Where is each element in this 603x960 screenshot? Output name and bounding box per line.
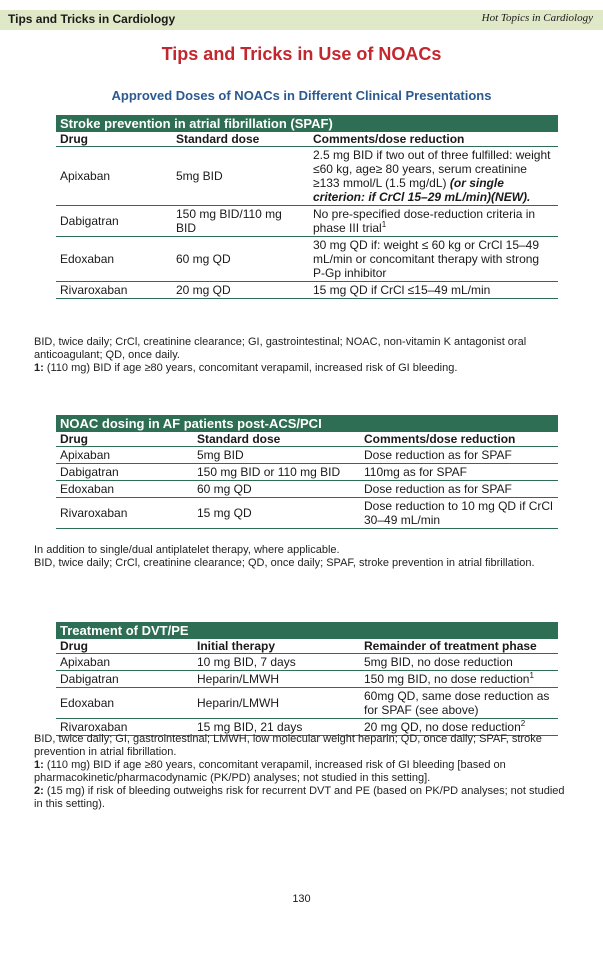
column-header: Drug	[56, 639, 193, 654]
column-header: Standard dose	[172, 132, 309, 147]
drug-cell: Edoxaban	[56, 237, 172, 282]
page-number: 130	[292, 893, 311, 905]
dose-cell: 5mg BID	[193, 447, 360, 464]
drug-cell: Dabigatran	[56, 671, 193, 688]
comment-cell: 30 mg QD if: weight ≤ 60 kg or CrCl 15–49 mL/min or concomitant therapy with strong P-Gp inhibitor	[309, 237, 558, 282]
dose-cell: 150 mg BID/110 mg BID	[172, 206, 309, 237]
dvt-pe-table	[56, 622, 558, 736]
comment-text: 2.5 mg BID if two out of three fulfilled: weight ≤60 kg, age≥ 80 years, serum creatinine ≥133 mmol/L (1.5 mg/dL)	[313, 148, 551, 190]
comment-cell	[309, 147, 558, 206]
dose-cell: 15 mg QD	[193, 498, 360, 529]
comment-cell: 110mg as for SPAF	[360, 464, 558, 481]
drug-cell: Edoxaban	[56, 481, 193, 498]
drug-cell: Dabigatran	[56, 206, 172, 237]
comment-cell: 15 mg QD if CrCl ≤15–49 mL/min	[309, 282, 558, 299]
drug-cell: Apixaban	[56, 654, 193, 671]
comment-cell: Dose reduction to 10 mg QD if CrCl 30–49 mL/min	[360, 498, 558, 529]
page-title: Tips and Tricks in Use of NOACs	[161, 44, 442, 64]
table-row	[56, 671, 558, 688]
dose-cell: 20 mg QD	[172, 282, 309, 299]
dose-cell: Heparin/LMWH	[193, 671, 360, 688]
comment-cell: Dose reduction as for SPAF	[360, 447, 558, 464]
column-header: Standard dose	[193, 432, 360, 447]
page-subtitle: Approved Doses of NOACs in Different Clinical Presentations	[111, 88, 492, 103]
table3-notes	[34, 733, 574, 811]
acs-pci-table	[56, 415, 558, 529]
comment-cell	[309, 206, 558, 237]
table-header-row	[56, 432, 558, 447]
footnote-marker: 2	[520, 719, 526, 728]
dose-cell: 15 mg BID, 21 days	[193, 719, 360, 736]
column-header: Drug	[56, 432, 193, 447]
table-row	[56, 147, 558, 206]
applicability-note: In addition to single/dual antiplatelet therapy, where applicable.	[34, 544, 340, 556]
table2-notes	[34, 544, 574, 570]
footnote-label: 1:	[34, 362, 44, 374]
dose-cell: 5mg BID	[172, 147, 309, 206]
dose-cell: 60 mg QD	[193, 481, 360, 498]
drug-cell: Edoxaban	[56, 688, 193, 719]
drug-cell: Apixaban	[56, 447, 193, 464]
comment-cell	[360, 671, 558, 688]
table-row	[56, 282, 558, 299]
footnote-text: (15 mg) if risk of bleeding outweighs risk for recurrent DVT and PE (based on PK/PD analyses; not studied in this setting).	[34, 785, 565, 810]
footnote-2	[34, 785, 574, 811]
table-row	[56, 206, 558, 237]
table-title: Treatment of DVT/PE	[56, 622, 558, 639]
abbreviations-note: BID, twice daily; CrCl, creatinine clearance; GI, gastrointestinal; NOAC, non-vitamin K antagonist oral anticoagulant; QD, once daily.	[34, 336, 527, 361]
comment-text: No pre-specified dose-reduction criteria in phase III trial	[313, 207, 536, 235]
comment-cell: 60mg QD, same dose reduction as for SPAF (see above)	[360, 688, 558, 719]
table-row	[56, 464, 558, 481]
column-header: Remainder of treatment phase	[360, 639, 558, 654]
table-row	[56, 447, 558, 464]
table-row	[56, 688, 558, 719]
dose-cell: 60 mg QD	[172, 237, 309, 282]
table1-notes	[34, 336, 574, 375]
abbreviations-note: BID, twice daily; GI, gastrointestinal; LMWH, low molecular weight heparin; QD, once daily; SPAF, stroke prevention in atrial fibrillation.	[34, 733, 542, 758]
column-header: Initial therapy	[193, 639, 360, 654]
column-header: Comments/dose reduction	[360, 432, 558, 447]
drug-cell: Rivaroxaban	[56, 282, 172, 299]
footnote-label: 1:	[34, 759, 44, 771]
footnote-text: (110 mg) BID if age ≥80 years, concomitant verapamil, increased risk of GI bleeding.	[46, 362, 458, 374]
column-header: Comments/dose reduction	[309, 132, 558, 147]
abbreviations-note: BID, twice daily; CrCl, creatinine clearance; QD, once daily; SPAF, stroke prevention in atrial fibrillation.	[34, 557, 535, 569]
table-header-row	[56, 639, 558, 654]
comment-emphasis: (or single criterion: if CrCl 15–29 mL/min)(NEW).	[313, 176, 531, 204]
drug-cell: Rivaroxaban	[56, 498, 193, 529]
table-row	[56, 237, 558, 282]
footnote-marker: 1	[529, 671, 534, 680]
table-row	[56, 654, 558, 671]
comment-text: 150 mg BID, no dose reduction	[364, 672, 530, 686]
table-row	[56, 481, 558, 498]
dose-cell: 10 mg BID, 7 days	[193, 654, 360, 671]
footnote-text: (110 mg) BID if age ≥80 years, concomitant verapamil, increased risk of GI bleeding [based on pharmacokinetic/pharmacodynamic (PK/PD) analyses; not studied in this setting].	[34, 759, 506, 784]
comment-text: 20 mg QD, no dose reduction	[364, 720, 521, 734]
table-header-row	[56, 132, 558, 147]
header-right-title: Hot Topics in Cardiology	[481, 12, 593, 24]
footnote-1	[34, 759, 574, 785]
footnote-1	[34, 362, 574, 375]
comment-cell: Dose reduction as for SPAF	[360, 481, 558, 498]
spaf-table	[56, 115, 558, 299]
table-title: NOAC dosing in AF patients post-ACS/PCI	[56, 415, 558, 432]
footnote-marker: 1	[381, 220, 387, 229]
header-left-title: Tips and Tricks in Cardiology	[8, 12, 176, 26]
table-title: Stroke prevention in atrial fibrillation (SPAF)	[56, 115, 558, 132]
dose-cell: 150 mg BID or 110 mg BID	[193, 464, 360, 481]
comment-cell: 5mg BID, no dose reduction	[360, 654, 558, 671]
drug-cell: Rivaroxaban	[56, 719, 193, 736]
column-header: Drug	[56, 132, 172, 147]
dose-cell: Heparin/LMWH	[193, 688, 360, 719]
footnote-label: 2:	[34, 785, 44, 797]
drug-cell: Apixaban	[56, 147, 172, 206]
drug-cell: Dabigatran	[56, 464, 193, 481]
table-row	[56, 498, 558, 529]
